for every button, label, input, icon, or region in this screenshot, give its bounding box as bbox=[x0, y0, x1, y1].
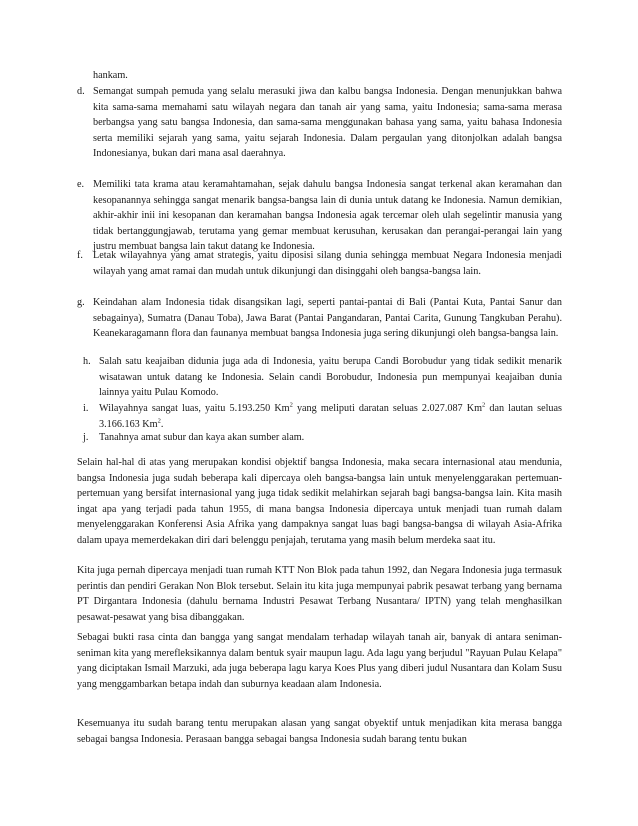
list-item-text: Salah satu keajaiban didunia juga ada di Indonesia, yaitu berupa Candi Borobudur yang tidak sedikit menarik wisatawan untuk datang ke Indonesia. Selain candi Borobudur, Indonesia pun mempunyai keajaiban dunia lainnya yaitu Pulau Komodo. bbox=[99, 356, 562, 399]
list-marker: i. bbox=[83, 403, 89, 414]
paragraph-3: Sebagai bukti rasa cinta dan bangga yang sangat mendalam terhadap wilayah tanah air, banyak di antara seniman-seniman kita yang merefleksikannya dalam bentuk syair maupun lagu. Ada lagu yang berjudul "Rayuan Pulau Kelapa" yang diciptakan Ismail Marzuki, ada juga beberapa lagu karya Koes Plus yang diberi judul Nusantara dan Kolam Susu yang menggambarkan betapa indah dan suburnya keadaan alam Indonesia. bbox=[77, 632, 562, 690]
list-marker: d. bbox=[77, 86, 85, 97]
list-item-g bbox=[77, 295, 562, 342]
list-item-h bbox=[77, 354, 562, 401]
list-marker: f. bbox=[77, 250, 83, 261]
list-item-e bbox=[77, 177, 562, 255]
paragraph-1: Selain hal-hal di atas yang merupakan kondisi objektif bangsa Indonesia, maka secara internasional atau mendunia, bangsa Indonesia juga sudah beberapa kali dipercaya oleh bangsa-bangsa lain untuk menyelenggarakan pertemuan-pertemuan yang bersifat internasional yang juga tidak sedikit melahirkan sejarah bagi bangsa-bangsa lain. Kita masih ingat apa yang terjadi pada tahun 1955, di mana bangsa Indonesia dipercaya untuk menjadi tuan rumah dalam menyelenggarakan Konferensi Asia Afrika yang dampaknya sangat luas bagi bangsa-bangsa di wilayah Asia-Afrika dalam upaya memerdekakan diri dari belenggu penjajah, terutama yang masih belum merdeka saat itu. bbox=[77, 457, 562, 546]
paragraph-4: Kesemuanya itu sudah barang tentu merupakan alasan yang sangat obyektif untuk menjadikan kita merasa bangga sebagai bangsa Indonesia. Perasaan bangga sebagai bangsa Indonesia sudah barang tentu bukan bbox=[77, 718, 562, 745]
continuation-line: hankam. bbox=[93, 70, 128, 81]
list-item-f bbox=[77, 248, 562, 279]
list-marker: h. bbox=[83, 356, 91, 367]
list-marker: j. bbox=[83, 432, 89, 443]
list-item-d bbox=[77, 84, 562, 162]
list-marker: e. bbox=[77, 179, 85, 190]
list-item-text: Keindahan alam Indonesia tidak disangsikan lagi, seperti pantai-pantai di Bali (Pantai Kuta, Pantai Sanur dan sebagainya), Sumatra (Danau Toba), Jawa Barat (Pantai Pangandaran, Pantai Carita, Gunung Tangkuban Perahu). Keanekaragamann flora dan faunanya membuat bangsa Indonesia juga sering dikunjungi oleh bangsa-bangsa lain. bbox=[93, 297, 562, 340]
list-item-j bbox=[77, 430, 562, 446]
list-item-text: Tanahnya amat subur dan kaya akan sumber alam. bbox=[99, 432, 305, 443]
list-item-text: Semangat sumpah pemuda yang selalu merasuki jiwa dan kalbu bangsa Indonesia. Dengan menunjukkan bahwa kita sama-sama memahami satu wilayah negara dan tanah air yang sama, yaitu Indonesia; sama-sama merasa berbangsa yang satu bangsa Indonesia, dan sama-sama menggunakan bahasa yang sama, yaitu bahasa Indonesia serta memiliki sejarah yang sama, yaitu sejarah Indonesia. Dalam pergaulan yang ditonjolkan adalah bangsa Indonesianya, bukan dari mana asal daerahnya. bbox=[93, 86, 562, 160]
list-marker: g. bbox=[77, 297, 85, 308]
list-item-text: Memiliki tata krama atau keramahtamahan, sejak dahulu bangsa Indonesia sangat terkenal akan keramahan dan kesopanannya sehingga sangat menarik bangsa-bangsa lain di dunia untuk datang ke Indonesia. Namun demikian, akhir-akhir inii ini kesopanan dan keramahan bangsa Indonesia agak tercemar oleh ulah segelintir manusia yang tidak bertanggungjawab, terutama yang gemar membuat kerusuhan, kerusakan dan perangai-perangai lain yang justru membuat bangsa lain takut datang ke Indonesia. bbox=[93, 179, 562, 253]
paragraph-2: Kita juga pernah dipercaya menjadi tuan rumah KTT Non Blok pada tahun 1992, dan Negara Indonesia juga termasuk perintis dan pendiri Gerakan Non Blok tersebut. Selain itu kita juga mempunyai pabrik pesawat terbang yang bernama PT Dirgantara Indonesia (dahulu bernama Industri Pesawat Terbang Nusantara/ IPTN) yang telah menghasilkan pesawat-pesawat yang bisa dibanggakan. bbox=[77, 565, 562, 623]
list-item-text: Letak wilayahnya yang amat strategis, yaitu diposisi silang dunia sehingga membuat Negara Indonesia menjadi wilayah yang amat ramai dan mudah untuk dikunjungi dan disinggahi oleh bangsa-bangsa lain. bbox=[93, 250, 562, 277]
list-item-text: Wilayahnya sangat luas, yaitu 5.193.250 Km$^2$ yang meliputi daratan seluas 2.027.087 Km$^2$ dan lautan seluas 3.166.163 Km$^2$. bbox=[99, 401, 563, 430]
list-item-i bbox=[77, 401, 562, 432]
